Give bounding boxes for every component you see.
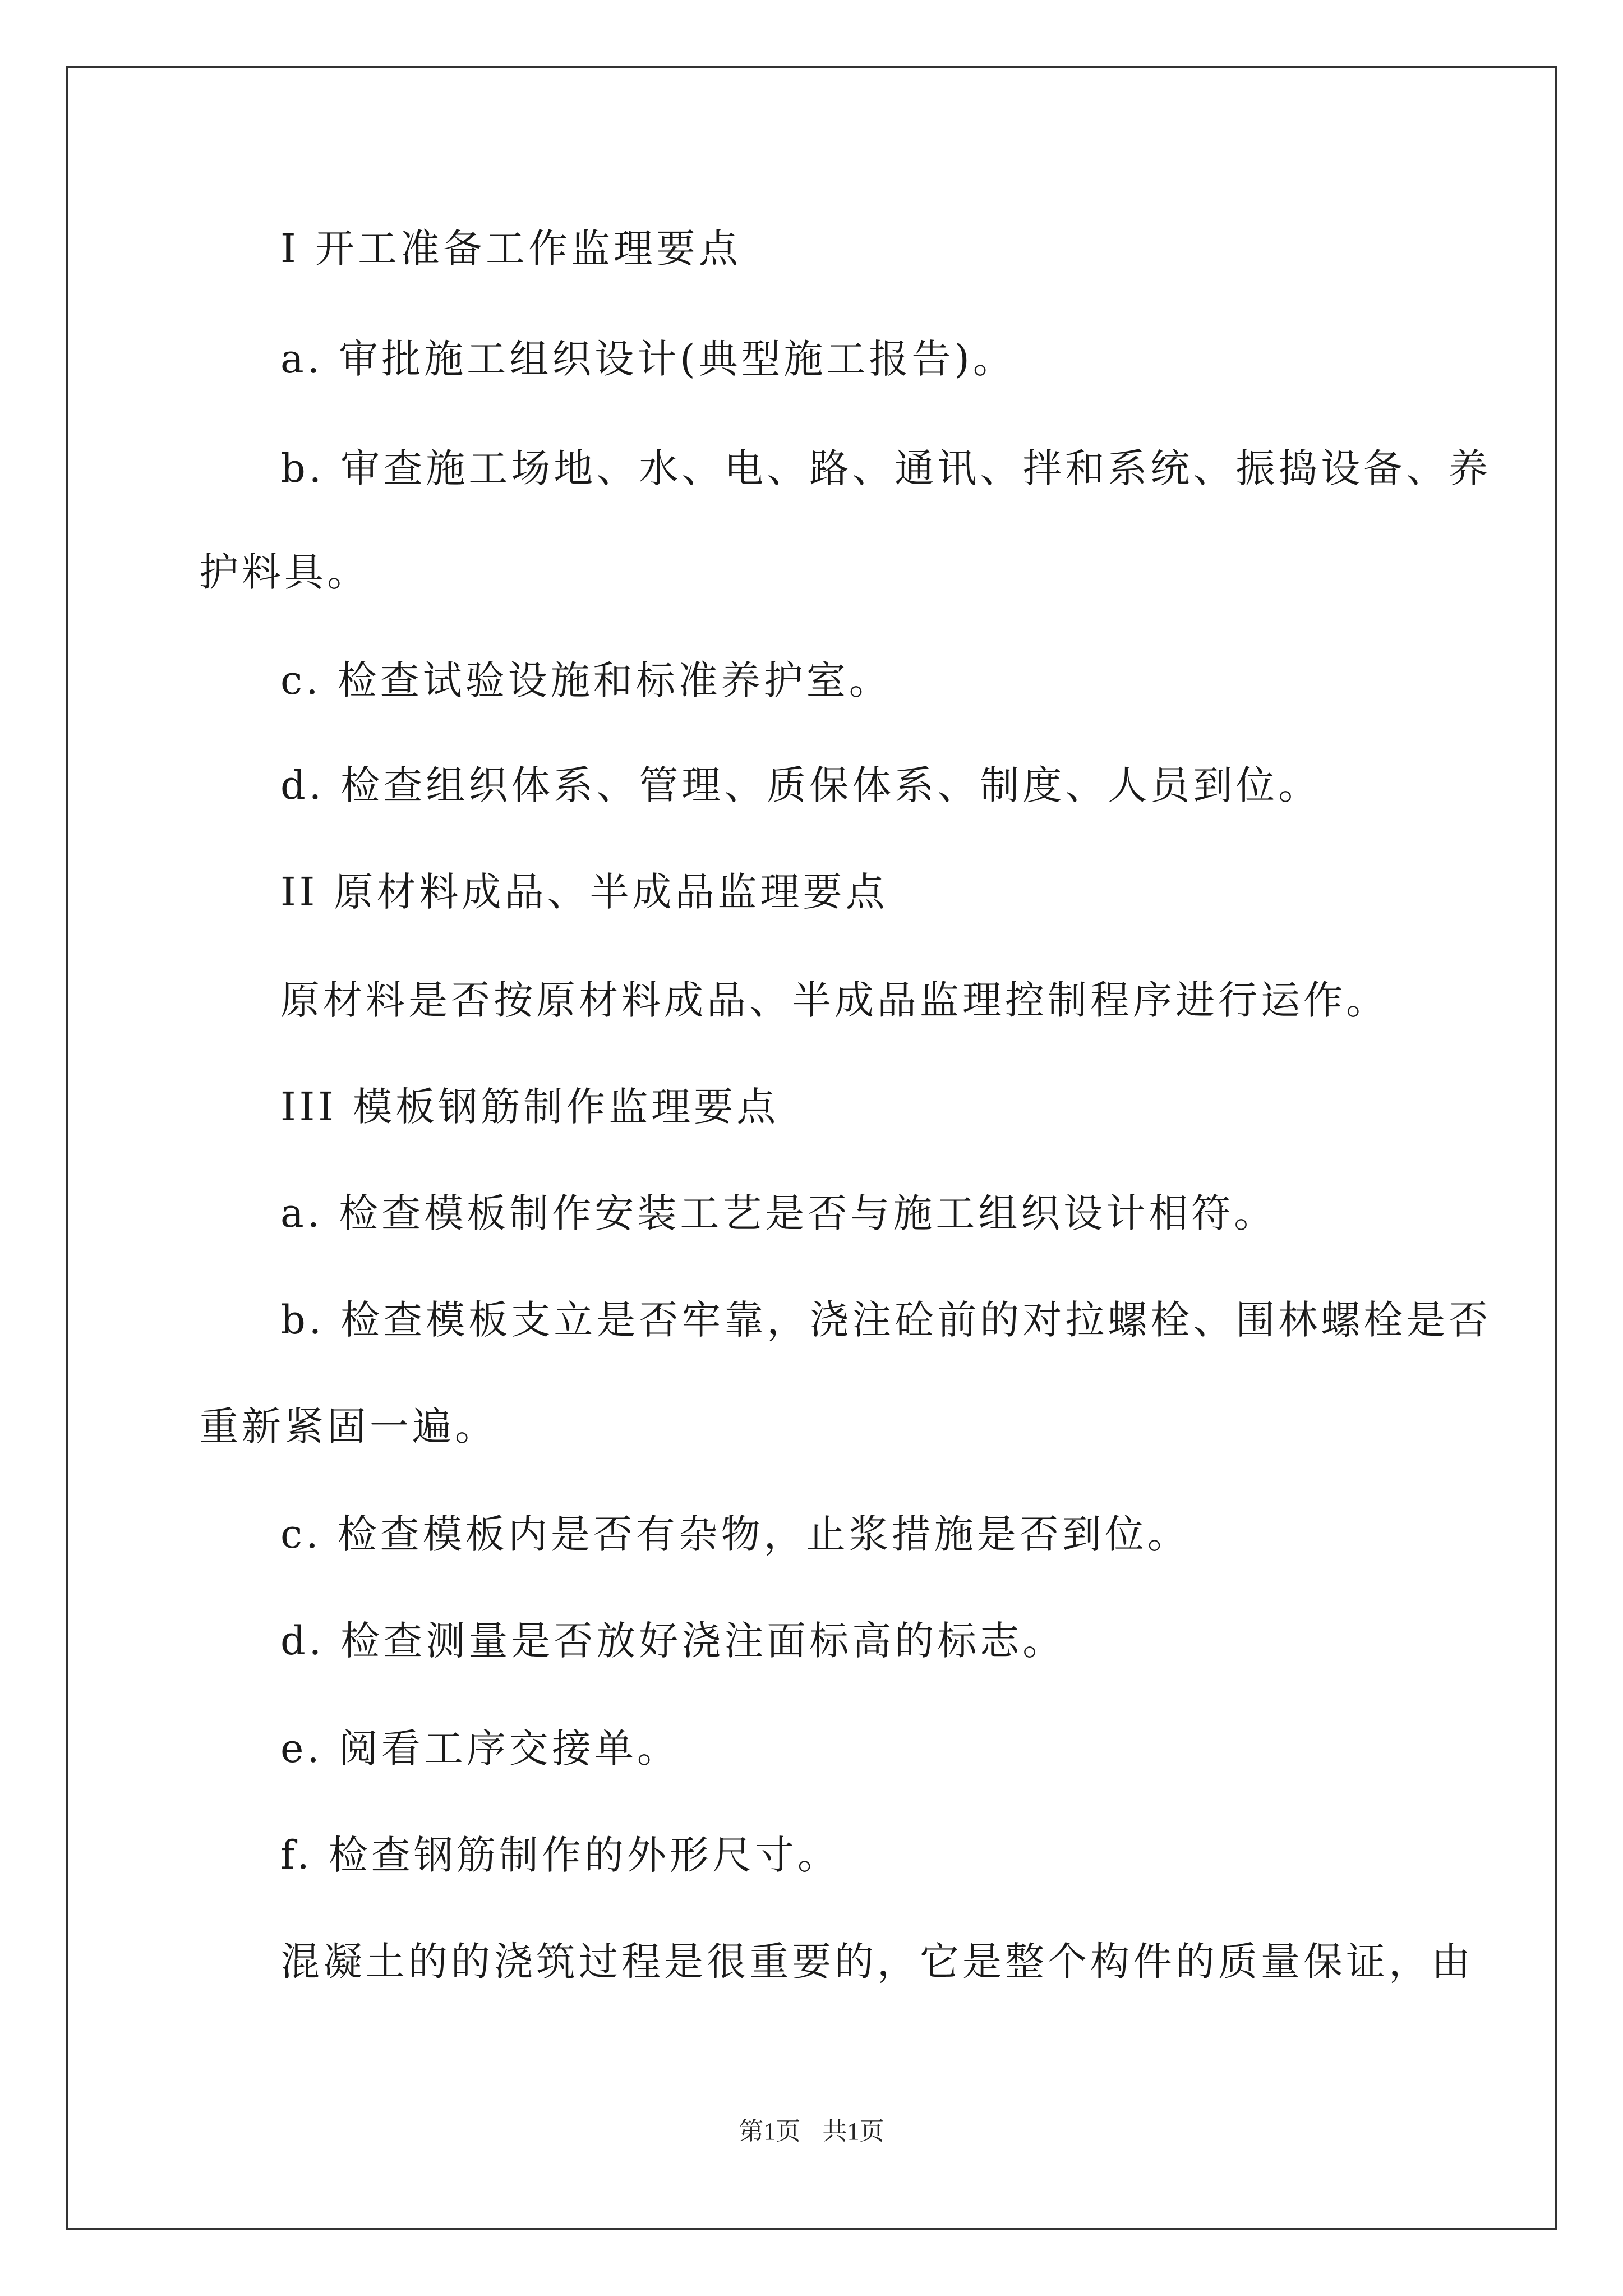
page-number: 第1页 [739,2118,801,2145]
page-total: 共1页 [822,2118,884,2145]
list-item: c. 检查模板内是否有杂物，止浆措施是否到位。 [280,1511,1190,1557]
body-paragraph: 原材料是否按原材料成品、半成品监理控制程序进行运作。 [280,977,1389,1023]
list-item: f. 检查钢筋制作的外形尺寸。 [280,1832,840,1878]
page-footer [0,2119,1623,2144]
list-item: d. 检查测量是否放好浇注面标高的标志。 [280,1618,1066,1664]
list-item: e. 阅看工序交接单。 [280,1726,680,1772]
list-item: b. 检查模板支立是否牢靠，浇注砼前的对拉螺栓、围林螺栓是否 [280,1297,1492,1343]
list-item-continuation: 护料具。 [199,549,370,595]
list-item: b. 审查施工场地、水、电、路、通讯、拌和系统、振捣设备、养 [280,445,1492,491]
list-item-continuation: 重新紧固一遍。 [199,1404,497,1450]
body-paragraph: 混凝土的的浇筑过程是很重要的，它是整个构件的质量保证，由 [280,1939,1474,1985]
list-item: a. 审批施工组织设计(典型施工报告)。 [280,336,1016,382]
section-heading: I 开工准备工作监理要点 [280,226,741,272]
section-heading: II 原材料成品、半成品监理要点 [280,869,888,915]
list-item: d. 检查组织体系、管理、质保体系、制度、人员到位。 [280,762,1321,808]
list-item: c. 检查试验设施和标准养护室。 [280,657,892,703]
list-item: a. 检查模板制作安装工艺是否与施工组织设计相符。 [280,1190,1277,1236]
section-heading: III 模板钢筋制作监理要点 [280,1084,780,1130]
